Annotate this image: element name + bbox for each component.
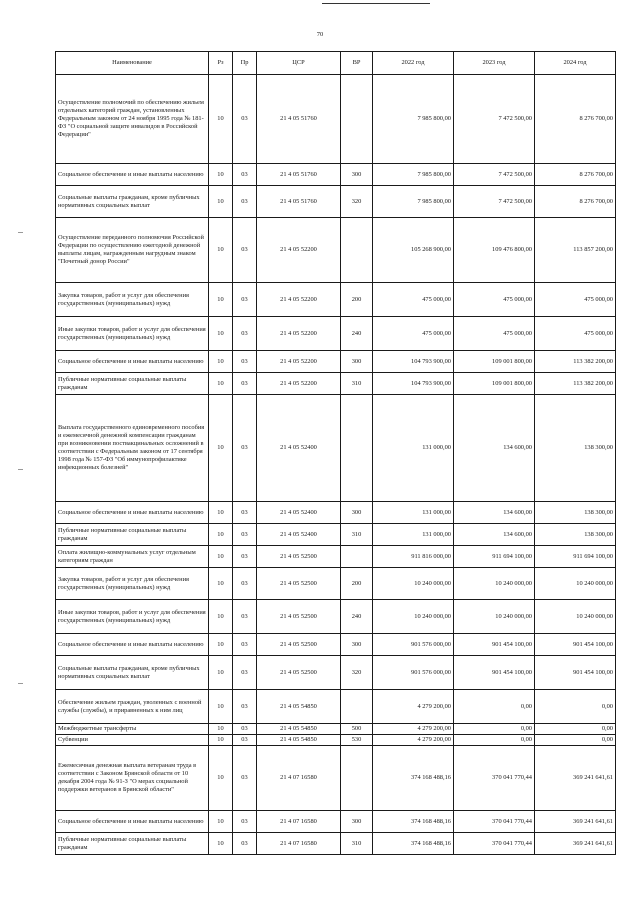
cell-2023: 901 454 100,00 [454,634,535,656]
cell-name: Ежемесячная денежная выплата ветеранам труда в соответствии с Законом Брянской области от 10 декабря 2004 года № 91-З "О мерах социальной поддержки ветеранов в Брянской области" [56,746,209,811]
cell-subsection: 03 [233,600,257,634]
cell-2024: 0,00 [535,724,616,735]
budget-table [55,51,616,855]
cell-expense-type: 200 [341,568,373,600]
cell-expense-type [341,746,373,811]
cell-2022: 901 576 000,00 [373,634,454,656]
cell-section: 10 [209,600,233,634]
cell-expense-type: 310 [341,524,373,546]
cell-2023: 370 041 770,44 [454,811,535,833]
cell-name: Публичные нормативные социальные выплаты гражданам [56,833,209,855]
table-row [56,600,616,634]
cell-2022: 4 279 200,00 [373,724,454,735]
cell-name: Социальные выплаты гражданам, кроме публичных нормативных социальных выплат [56,186,209,218]
cell-expense-type: 200 [341,283,373,317]
cell-subsection: 03 [233,351,257,373]
cell-2023: 7 472 500,00 [454,186,535,218]
cell-section: 10 [209,317,233,351]
cell-expense-type: 240 [341,317,373,351]
cell-expense-type: 310 [341,833,373,855]
cell-subsection: 03 [233,833,257,855]
cell-section: 10 [209,218,233,283]
cell-2023: 134 600,00 [454,395,535,502]
cell-target-article: 21 4 05 52400 [257,395,341,502]
cell-2022: 374 168 488,16 [373,833,454,855]
cell-target-article: 21 4 05 52500 [257,600,341,634]
top-rule [322,3,430,4]
cell-2023: 0,00 [454,690,535,724]
cell-2022: 475 000,00 [373,283,454,317]
cell-2023: 109 001 800,00 [454,373,535,395]
cell-target-article: 21 4 05 52500 [257,634,341,656]
cell-2023: 109 001 800,00 [454,351,535,373]
table-row [56,218,616,283]
cell-section: 10 [209,373,233,395]
cell-2022: 104 793 900,00 [373,373,454,395]
cell-2022: 374 168 488,16 [373,811,454,833]
cell-2023: 7 472 500,00 [454,164,535,186]
cell-expense-type: 320 [341,656,373,690]
cell-section: 10 [209,568,233,600]
cell-target-article: 21 4 05 51760 [257,164,341,186]
cell-name: Межбюджетные трансферты [56,724,209,735]
cell-expense-type: 310 [341,373,373,395]
cell-target-article: 21 4 05 51760 [257,75,341,164]
cell-2022: 131 000,00 [373,502,454,524]
margin-mark [18,683,23,684]
cell-target-article: 21 4 05 52400 [257,524,341,546]
cell-expense-type: 300 [341,164,373,186]
table-row [56,524,616,546]
cell-section: 10 [209,186,233,218]
cell-2022: 131 000,00 [373,524,454,546]
cell-name: Социальное обеспечение и иные выплаты населению [56,634,209,656]
cell-section: 10 [209,746,233,811]
cell-name: Осуществление переданного полномочия Российской Федерации по осуществлению ежегодной денежной выплаты лицам, награжденным нагрудным знаком "Почетный донор России" [56,218,209,283]
table-row [56,634,616,656]
cell-name: Социальное обеспечение и иные выплаты населению [56,164,209,186]
cell-2022: 105 268 900,00 [373,218,454,283]
cell-2024: 369 241 641,61 [535,811,616,833]
margin-mark [18,232,23,233]
cell-target-article: 21 4 05 54850 [257,735,341,746]
cell-expense-type: 320 [341,186,373,218]
cell-2022: 10 240 000,00 [373,600,454,634]
cell-target-article: 21 4 05 52200 [257,317,341,351]
cell-expense-type: 240 [341,600,373,634]
cell-expense-type [341,690,373,724]
cell-subsection: 03 [233,656,257,690]
col-header-section: Рз [209,52,233,75]
cell-subsection: 03 [233,395,257,502]
cell-subsection: 03 [233,735,257,746]
cell-section: 10 [209,656,233,690]
table-row [56,351,616,373]
cell-target-article: 21 4 05 52200 [257,351,341,373]
cell-subsection: 03 [233,690,257,724]
cell-section: 10 [209,502,233,524]
table-row [56,395,616,502]
cell-subsection: 03 [233,164,257,186]
cell-expense-type: 300 [341,811,373,833]
cell-2023: 475 000,00 [454,317,535,351]
cell-subsection: 03 [233,317,257,351]
cell-section: 10 [209,164,233,186]
cell-name: Оплата жилищно-коммунальных услуг отдельным категориям граждан [56,546,209,568]
cell-name: Публичные нормативные социальные выплаты гражданам [56,524,209,546]
cell-name: Социальное обеспечение и иные выплаты населению [56,811,209,833]
cell-section: 10 [209,75,233,164]
cell-target-article: 21 4 07 16580 [257,811,341,833]
cell-2024: 911 694 100,00 [535,546,616,568]
cell-name: Иные закупки товаров, работ и услуг для обеспечения государственных (муниципальных) нужд [56,600,209,634]
cell-target-article: 21 4 05 54850 [257,690,341,724]
cell-2022: 7 985 800,00 [373,164,454,186]
cell-2024: 8 276 700,00 [535,186,616,218]
cell-2024: 475 000,00 [535,283,616,317]
col-header-2023: 2023 год [454,52,535,75]
cell-name: Выплата государственного единовременного пособия и ежемесячной денежной компенсации гражданам при возникновении поствакцинальных осложнений в соответствии с Федеральным законом от 17 сентября 1998 года № 157-ФЗ "Об иммунопрофилактике инфекционных болезней" [56,395,209,502]
cell-2023: 370 041 770,44 [454,746,535,811]
cell-name: Субвенции [56,735,209,746]
table-row [56,690,616,724]
cell-subsection: 03 [233,568,257,600]
margin-mark [18,469,23,470]
cell-name: Публичные нормативные социальные выплаты гражданам [56,373,209,395]
table-row [56,811,616,833]
page-number: 70 [316,31,324,38]
cell-section: 10 [209,283,233,317]
cell-target-article: 21 4 07 16580 [257,833,341,855]
cell-2022: 104 793 900,00 [373,351,454,373]
col-header-target-article: ЦСР [257,52,341,75]
cell-subsection: 03 [233,218,257,283]
cell-target-article: 21 4 05 52200 [257,283,341,317]
cell-target-article: 21 4 05 52500 [257,656,341,690]
cell-section: 10 [209,735,233,746]
table-row [56,546,616,568]
table-row [56,502,616,524]
cell-target-article: 21 4 07 16580 [257,746,341,811]
table-row [56,186,616,218]
cell-2022: 911 816 000,00 [373,546,454,568]
cell-name: Осуществление полномочий по обеспечению жильем отдельных категорий граждан, установленных Федеральным законом от 24 ноября 1995 года № 181-ФЗ "О социальной защите инвалидов в Российской Федерации" [56,75,209,164]
cell-2023: 0,00 [454,735,535,746]
cell-target-article: 21 4 05 52200 [257,218,341,283]
header-row [56,52,616,75]
table-row [56,75,616,164]
table-row [56,656,616,690]
cell-2024: 10 240 000,00 [535,600,616,634]
cell-subsection: 03 [233,724,257,735]
table-row [56,164,616,186]
cell-expense-type [341,395,373,502]
cell-2023: 10 240 000,00 [454,600,535,634]
cell-name: Социальное обеспечение и иные выплаты населению [56,502,209,524]
cell-2024: 113 382 200,00 [535,351,616,373]
cell-subsection: 03 [233,524,257,546]
cell-target-article: 21 4 05 51760 [257,186,341,218]
cell-name: Обеспечение жильем граждан, уволенных с военной службы (службы), и приравненных к ним лиц [56,690,209,724]
cell-2022: 475 000,00 [373,317,454,351]
cell-2024: 475 000,00 [535,317,616,351]
cell-2024: 8 276 700,00 [535,75,616,164]
cell-subsection: 03 [233,186,257,218]
cell-expense-type: 530 [341,735,373,746]
table-row [56,317,616,351]
cell-name: Социальное обеспечение и иные выплаты населению [56,351,209,373]
cell-2023: 10 240 000,00 [454,568,535,600]
cell-section: 10 [209,811,233,833]
cell-2023: 0,00 [454,724,535,735]
table-row [56,283,616,317]
cell-2024: 138 300,00 [535,524,616,546]
cell-2023: 134 600,00 [454,502,535,524]
cell-2023: 911 694 100,00 [454,546,535,568]
cell-name: Закупка товаров, работ и услуг для обеспечения государственных (муниципальных) нужд [56,568,209,600]
cell-2022: 4 279 200,00 [373,690,454,724]
cell-2024: 0,00 [535,735,616,746]
cell-target-article: 21 4 05 52200 [257,373,341,395]
cell-2023: 109 476 800,00 [454,218,535,283]
cell-subsection: 03 [233,283,257,317]
cell-section: 10 [209,546,233,568]
cell-section: 10 [209,634,233,656]
cell-section: 10 [209,724,233,735]
cell-2024: 8 276 700,00 [535,164,616,186]
cell-2024: 0,00 [535,690,616,724]
cell-target-article: 21 4 05 52500 [257,546,341,568]
cell-2024: 113 857 200,00 [535,218,616,283]
cell-section: 10 [209,351,233,373]
cell-2022: 7 985 800,00 [373,75,454,164]
cell-expense-type: 300 [341,502,373,524]
cell-expense-type [341,75,373,164]
cell-2023: 901 454 100,00 [454,656,535,690]
cell-target-article: 21 4 05 52400 [257,502,341,524]
cell-target-article: 21 4 05 54850 [257,724,341,735]
cell-section: 10 [209,833,233,855]
cell-2022: 131 000,00 [373,395,454,502]
cell-2024: 10 240 000,00 [535,568,616,600]
cell-expense-type: 300 [341,351,373,373]
cell-2022: 901 576 000,00 [373,656,454,690]
cell-2024: 138 300,00 [535,502,616,524]
cell-2024: 901 454 100,00 [535,656,616,690]
cell-name: Иные закупки товаров, работ и услуг для обеспечения государственных (муниципальных) нужд [56,317,209,351]
cell-expense-type: 500 [341,724,373,735]
table-row [56,568,616,600]
cell-expense-type: 300 [341,634,373,656]
cell-subsection: 03 [233,634,257,656]
cell-name: Социальные выплаты гражданам, кроме публичных нормативных социальных выплат [56,656,209,690]
cell-2024: 138 300,00 [535,395,616,502]
cell-2023: 7 472 500,00 [454,75,535,164]
table-row [56,735,616,746]
cell-section: 10 [209,690,233,724]
cell-2022: 4 279 200,00 [373,735,454,746]
col-header-expense-type: ВР [341,52,373,75]
col-header-name: Наименование [56,52,209,75]
cell-2023: 370 041 770,44 [454,833,535,855]
cell-2023: 475 000,00 [454,283,535,317]
cell-2024: 901 454 100,00 [535,634,616,656]
col-header-2022: 2022 год [373,52,454,75]
table-row [56,833,616,855]
cell-subsection: 03 [233,811,257,833]
cell-target-article: 21 4 05 52500 [257,568,341,600]
cell-2022: 7 985 800,00 [373,186,454,218]
cell-name: Закупка товаров, работ и услуг для обеспечения государственных (муниципальных) нужд [56,283,209,317]
cell-section: 10 [209,524,233,546]
col-header-subsection: Пр [233,52,257,75]
cell-2022: 10 240 000,00 [373,568,454,600]
cell-expense-type [341,546,373,568]
cell-subsection: 03 [233,502,257,524]
cell-section: 10 [209,395,233,502]
table-row [56,724,616,735]
cell-2022: 374 168 488,16 [373,746,454,811]
cell-subsection: 03 [233,546,257,568]
cell-subsection: 03 [233,75,257,164]
table-row [56,746,616,811]
cell-subsection: 03 [233,373,257,395]
table-row [56,373,616,395]
cell-2023: 134 600,00 [454,524,535,546]
cell-2024: 369 241 641,61 [535,833,616,855]
col-header-2024: 2024 год [535,52,616,75]
cell-subsection: 03 [233,746,257,811]
cell-expense-type [341,218,373,283]
cell-2024: 113 382 200,00 [535,373,616,395]
cell-2024: 369 241 641,61 [535,746,616,811]
